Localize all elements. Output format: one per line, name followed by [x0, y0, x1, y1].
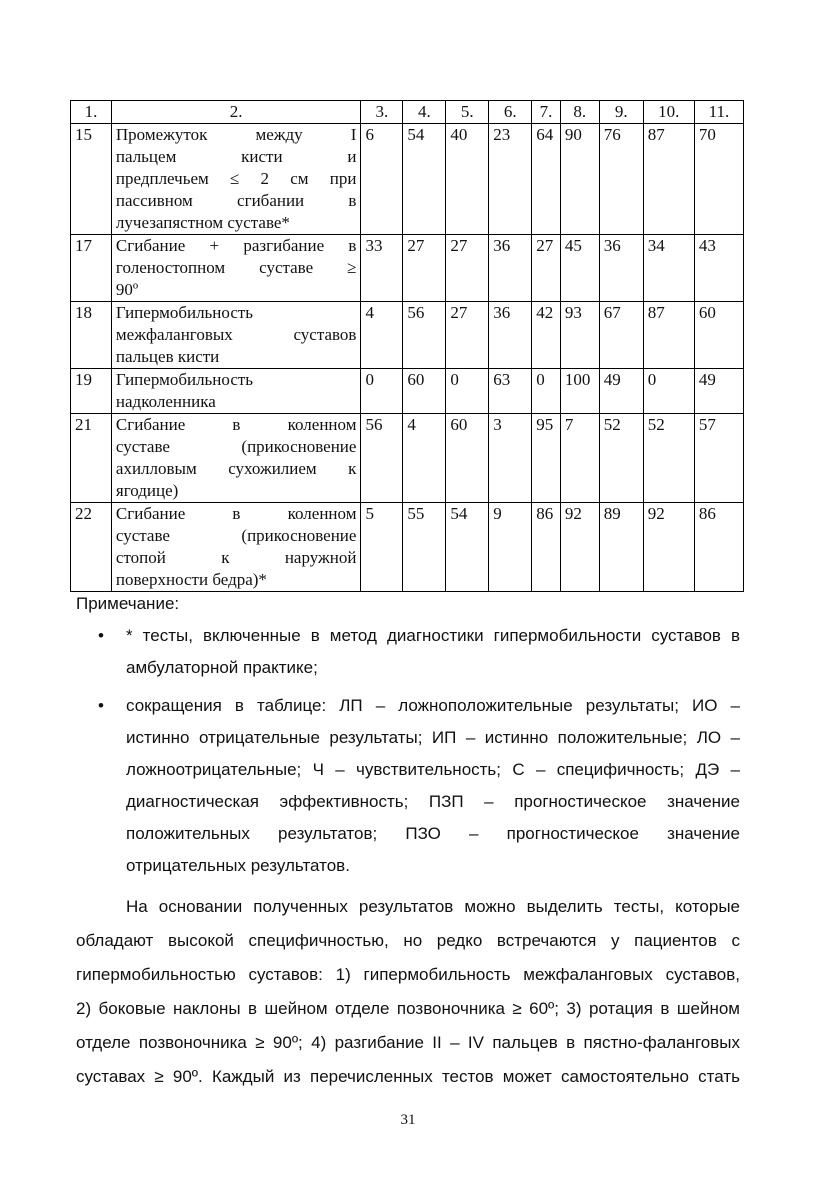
test-description-cell — [111, 369, 361, 414]
note-line: истинно отрицательные результаты; ИП – истинно положительные; ЛО – — [126, 728, 740, 747]
value-cell: 5 — [361, 503, 403, 592]
description-line: суставе (прикосновение — [115, 526, 357, 545]
value-cell: 45 — [560, 235, 599, 302]
row-number-cell: 22 — [71, 503, 112, 592]
note-title: Примечание: — [76, 594, 180, 613]
row-number-cell: 19 — [71, 369, 112, 414]
value-cell: 4 — [403, 414, 446, 503]
table-row — [71, 302, 744, 369]
page-number: 31 — [400, 1112, 416, 1128]
value-cell: 100 — [560, 369, 599, 414]
header-cell: 6. — [489, 101, 532, 124]
description-line: Гипермобильность — [115, 303, 254, 322]
value-cell: 87 — [643, 124, 694, 235]
header-cell: 5. — [446, 101, 489, 124]
description-line: Сгибание в коленном — [115, 415, 357, 434]
value-cell: 90 — [560, 124, 599, 235]
value-cell: 27 — [446, 235, 489, 302]
table-row — [71, 414, 744, 503]
value-cell: 52 — [643, 414, 694, 503]
table-header-row — [71, 101, 744, 124]
value-cell: 95 — [532, 414, 561, 503]
description-line: голеностопном суставе ≥ — [115, 258, 357, 277]
value-cell: 63 — [489, 369, 532, 414]
test-description-cell — [111, 235, 361, 302]
value-cell: 60 — [403, 369, 446, 414]
value-cell: 27 — [403, 235, 446, 302]
value-cell: 52 — [599, 414, 643, 503]
value-cell: 36 — [599, 235, 643, 302]
description-line: ахилловым сухожилием к — [115, 459, 357, 478]
header-cell: 11. — [694, 101, 743, 124]
paragraph-line: суставах ≥ 90º. Каждый из перечисленных тестов может самостоятельно стать — [76, 1067, 740, 1086]
value-cell: 92 — [643, 503, 694, 592]
value-cell: 43 — [694, 235, 743, 302]
value-cell: 56 — [403, 302, 446, 369]
value-cell: 0 — [532, 369, 561, 414]
value-cell: 40 — [446, 124, 489, 235]
value-cell: 54 — [403, 124, 446, 235]
note-line: * тесты, включенные в метод диагностики гипермобильности суставов в — [126, 626, 740, 645]
row-number-cell: 17 — [71, 235, 112, 302]
value-cell: 27 — [446, 302, 489, 369]
value-cell: 70 — [694, 124, 743, 235]
value-cell: 27 — [532, 235, 561, 302]
description-line: Сгибание в коленном — [115, 504, 357, 523]
header-cell: 9. — [599, 101, 643, 124]
table-body — [71, 101, 744, 592]
description-line: Сгибание + разгибание в — [115, 236, 357, 255]
description-line: межфаланговых суставов — [115, 325, 357, 344]
test-description-cell — [111, 414, 361, 503]
description-line: поверхности бедра)* — [115, 570, 267, 589]
header-cell: 1. — [71, 101, 112, 124]
results-table — [70, 100, 744, 592]
table-row — [71, 369, 744, 414]
description-line: стопой к наружной — [115, 548, 357, 567]
paragraph-line: 2) боковые наклоны в шейном отделе позвоночника ≥ 60º; 3) ротация в шейном — [76, 999, 740, 1018]
note-line: амбулаторной практике; — [126, 658, 318, 677]
paragraph-line: обладают высокой специфичностью, но редко встречаются у пациентов с — [76, 931, 740, 950]
value-cell: 55 — [403, 503, 446, 592]
note-line: положительных результатов; ПЗО – прогностическое значение — [126, 824, 740, 843]
value-cell: 6 — [361, 124, 403, 235]
description-line: надколенника — [115, 392, 216, 411]
value-cell: 23 — [489, 124, 532, 235]
paragraph-line: На основании полученных результатов можно выделить тесты, которые — [126, 897, 740, 916]
bullet-icon: • — [98, 626, 104, 645]
value-cell: 57 — [694, 414, 743, 503]
description-line: пальцев кисти — [115, 347, 220, 366]
value-cell: 4 — [361, 302, 403, 369]
value-cell: 64 — [532, 124, 561, 235]
description-line: пассивном сгибании в — [115, 191, 357, 210]
value-cell: 0 — [361, 369, 403, 414]
description-line: предплечьем ≤ 2 см при — [115, 169, 357, 188]
note-line: ложноотрицательные; Ч – чувствительность; С – специфичность; ДЭ – — [126, 760, 740, 779]
table-row — [71, 235, 744, 302]
description-line: пальцем кисти и — [115, 147, 357, 166]
value-cell: 89 — [599, 503, 643, 592]
value-cell: 86 — [694, 503, 743, 592]
value-cell: 76 — [599, 124, 643, 235]
note-line: отрицательных результатов. — [126, 856, 350, 875]
value-cell: 60 — [694, 302, 743, 369]
row-number-cell: 21 — [71, 414, 112, 503]
value-cell: 0 — [446, 369, 489, 414]
test-description-cell — [111, 503, 361, 592]
value-cell: 67 — [599, 302, 643, 369]
value-cell: 33 — [361, 235, 403, 302]
value-cell: 36 — [489, 302, 532, 369]
test-description-cell — [111, 124, 361, 235]
value-cell: 93 — [560, 302, 599, 369]
paragraph-line: отделе позвоночника ≥ 90º; 4) разгибание II – IV пальцев в пястно-фаланговых — [76, 1033, 740, 1052]
note-line: сокращения в таблице: ЛП – ложноположительные результаты; ИО – — [126, 696, 740, 715]
value-cell: 9 — [489, 503, 532, 592]
description-line: Гипермобильность — [115, 370, 254, 389]
value-cell: 92 — [560, 503, 599, 592]
description-line: ягодице) — [115, 481, 179, 500]
value-cell: 42 — [532, 302, 561, 369]
value-cell: 54 — [446, 503, 489, 592]
value-cell: 0 — [643, 369, 694, 414]
description-line: суставе (прикосновение — [115, 437, 357, 456]
description-line: 90º — [115, 280, 139, 299]
test-description-cell — [111, 302, 361, 369]
value-cell: 49 — [599, 369, 643, 414]
value-cell: 86 — [532, 503, 561, 592]
notes-list — [76, 620, 740, 882]
header-cell: 3. — [361, 101, 403, 124]
body-paragraph — [76, 890, 740, 1094]
table-row — [71, 503, 744, 592]
bullet-icon: • — [98, 696, 104, 715]
note-item — [76, 690, 740, 882]
value-cell: 49 — [694, 369, 743, 414]
value-cell: 7 — [560, 414, 599, 503]
value-cell: 36 — [489, 235, 532, 302]
value-cell: 34 — [643, 235, 694, 302]
paragraph-line: гипермобильностью суставов: 1) гипермобильность межфаланговых суставов, — [76, 965, 740, 984]
value-cell: 87 — [643, 302, 694, 369]
note-item — [76, 620, 740, 684]
header-cell: 4. — [403, 101, 446, 124]
header-cell: 10. — [643, 101, 694, 124]
header-cell: 2. — [111, 101, 361, 124]
table-row — [71, 124, 744, 235]
header-cell: 8. — [560, 101, 599, 124]
value-cell: 60 — [446, 414, 489, 503]
row-number-cell: 15 — [71, 124, 112, 235]
value-cell: 3 — [489, 414, 532, 503]
row-number-cell: 18 — [71, 302, 112, 369]
description-line: Промежуток между I — [115, 125, 357, 144]
description-line: лучезапястном суставе* — [115, 213, 290, 232]
header-cell: 7. — [532, 101, 561, 124]
note-line: диагностическая эффективность; ПЗП – прогностическое значение — [126, 792, 740, 811]
value-cell: 56 — [361, 414, 403, 503]
